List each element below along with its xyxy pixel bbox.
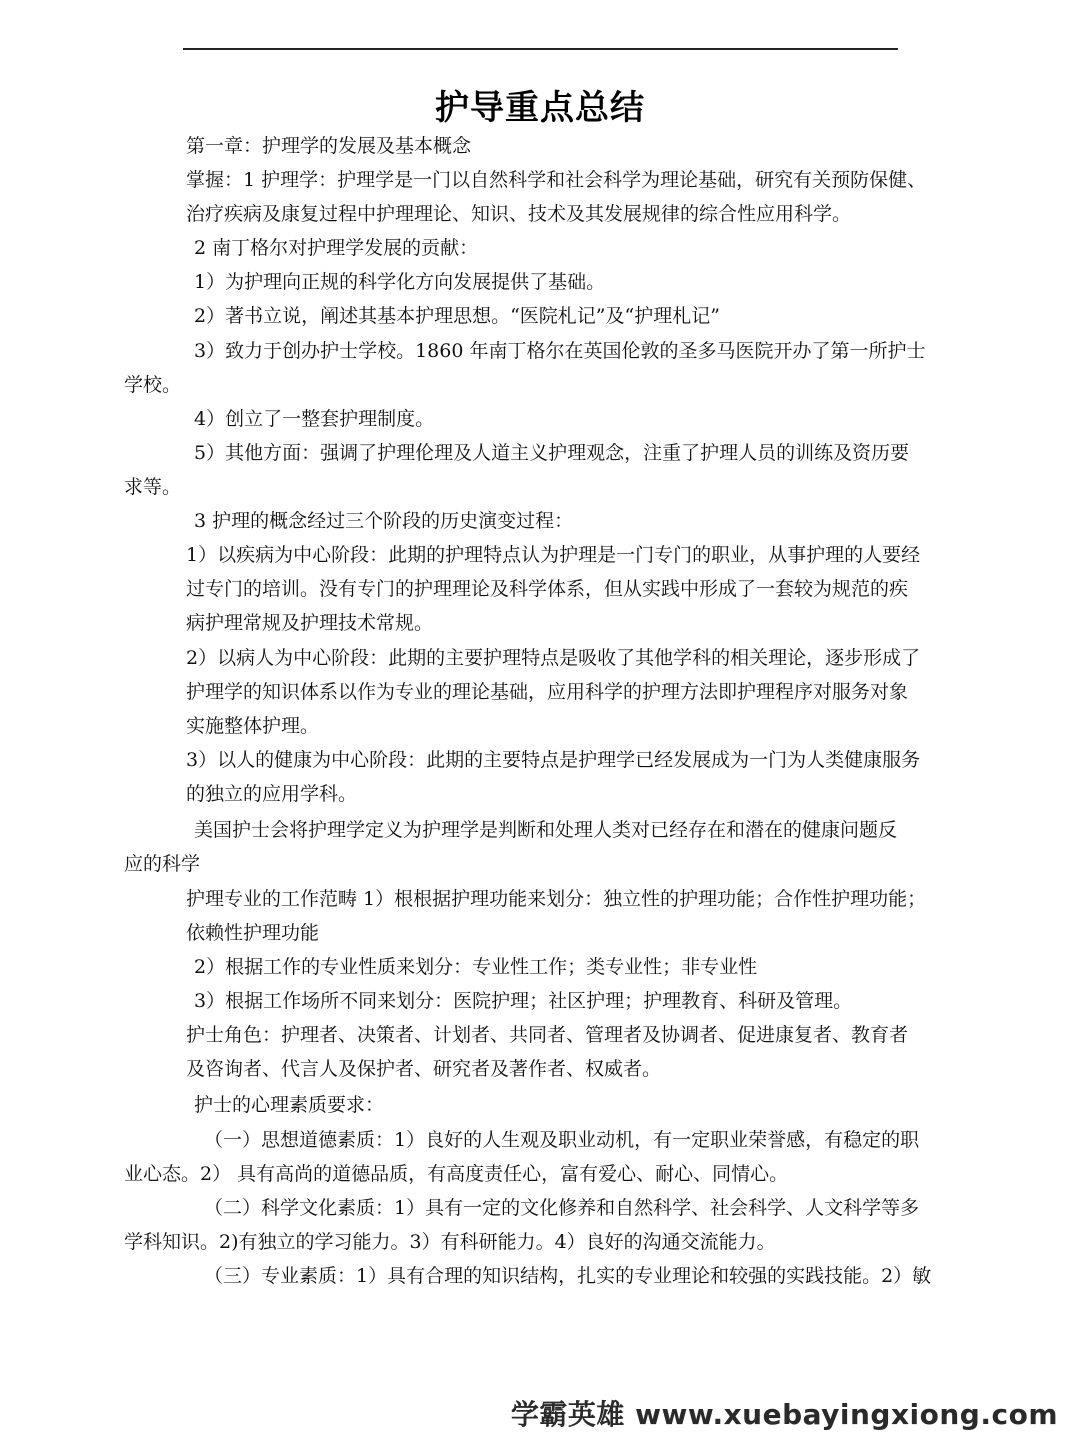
text-line: 护理学的知识体系以作为专业的理论基础，应用科学的护理方法即护理程序对服务对象 (186, 681, 909, 703)
text-line: 治疗疾病及康复过程中护理理论、知识、技术及其发展规律的综合性应用科学。 (186, 203, 852, 225)
text-line: 3）根据工作场所不同来划分：医院护理；社区护理；护理教育、科研及管理。 (194, 990, 853, 1012)
header-rule (183, 48, 898, 50)
text-line: 2）根据工作的专业性质来划分：专业性工作；类专业性；非专业性 (194, 956, 758, 978)
text-line: 1）以疾病为中心阶段：此期的护理特点认为护理是一门专门的职业，从事护理的人要经 (186, 544, 921, 566)
text-line: 3）致力于创办护士学校。1860 年南丁格尔在英国伦敦的圣多马医院开办了第一所护士 (194, 340, 926, 362)
text-line: 业心态。2） 具有高尚的道德品质，有高度责任心，富有爱心、耐心、同情心。 (124, 1163, 789, 1185)
text-line: 护士角色：护理者、决策者、计划者、共同者、管理者及协调者、促进康复者、教育者 (186, 1024, 909, 1046)
text-line: 过专门的培训。没有专门的护理理论及科学体系，但从实践中形成了一套较为规范的疾 (186, 578, 909, 600)
text-line: 学科知识。2)有独立的学习能力。3）有科研能力。4）良好的沟通交流能力。 (124, 1231, 776, 1253)
text-line: 2）以病人为中心阶段：此期的主要护理特点是吸收了其他学科的相关理论，逐步形成了 (186, 647, 921, 669)
text-line: 第一章：护理学的发展及基本概念 (186, 135, 472, 157)
text-line: 2 南丁格尔对护理学发展的贡献： (194, 237, 479, 259)
site-watermark: 学霸英雄 www.xuebayingxiong.com (510, 1398, 1058, 1431)
text-line: 护理专业的工作范畴 1）根根据护理功能来划分：独立性的护理功能；合作性护理功能； (186, 888, 927, 910)
text-line: 学校。 (124, 374, 182, 396)
text-line: （二）科学文化素质：1）具有一定的文化修养和自然科学、社会科学、人文科学等多 (204, 1197, 920, 1219)
text-line: 病护理常规及护理技术常规。 (186, 612, 434, 634)
text-line: 实施整体护理。 (186, 715, 320, 737)
text-line: 美国护士会将护理学定义为护理学是判断和处理人类对已经存在和潜在的健康问题反 (194, 819, 898, 841)
text-line: 依赖性护理功能 (186, 922, 320, 944)
text-line: 2）著书立说，阐述其基本护理思想。“医院札记”及“护理札记” (194, 305, 720, 327)
text-line: 求等。 (124, 476, 182, 498)
text-line: 5）其他方面：强调了护理伦理及人道主义护理观念，注重了护理人员的训练及资历要 (194, 442, 910, 464)
text-line: 4）创立了一整套护理制度。 (194, 408, 435, 430)
text-line: 的独立的应用学科。 (186, 783, 358, 805)
text-line: （三）专业素质：1）具有合理的知识结构，扎实的专业理论和较强的实践技能。2）敏 (204, 1265, 932, 1287)
text-line: 掌握：1 护理学：护理学是一门以自然科学和社会科学为理论基础，研究有关预防保健、 (186, 169, 927, 191)
text-line: 护士的心理素质要求： (194, 1094, 385, 1116)
text-line: 3 护理的概念经过三个阶段的历史演变过程： (194, 510, 574, 532)
text-line: 及咨询者、代言人及保护者、研究者及著作者、权威者。 (186, 1058, 662, 1080)
text-line: 应的科学 (124, 853, 201, 875)
text-line: 1）为护理向正规的科学化方向发展提供了基础。 (194, 271, 606, 293)
text-line: 3）以人的健康为中心阶段：此期的主要特点是护理学已经发展成为一门为人类健康服务 (186, 749, 921, 771)
text-line: （一）思想道德素质：1）良好的人生观及职业动机，有一定职业荣誉感，有稳定的职 (204, 1129, 920, 1151)
document-title: 护导重点总结 (435, 88, 645, 128)
